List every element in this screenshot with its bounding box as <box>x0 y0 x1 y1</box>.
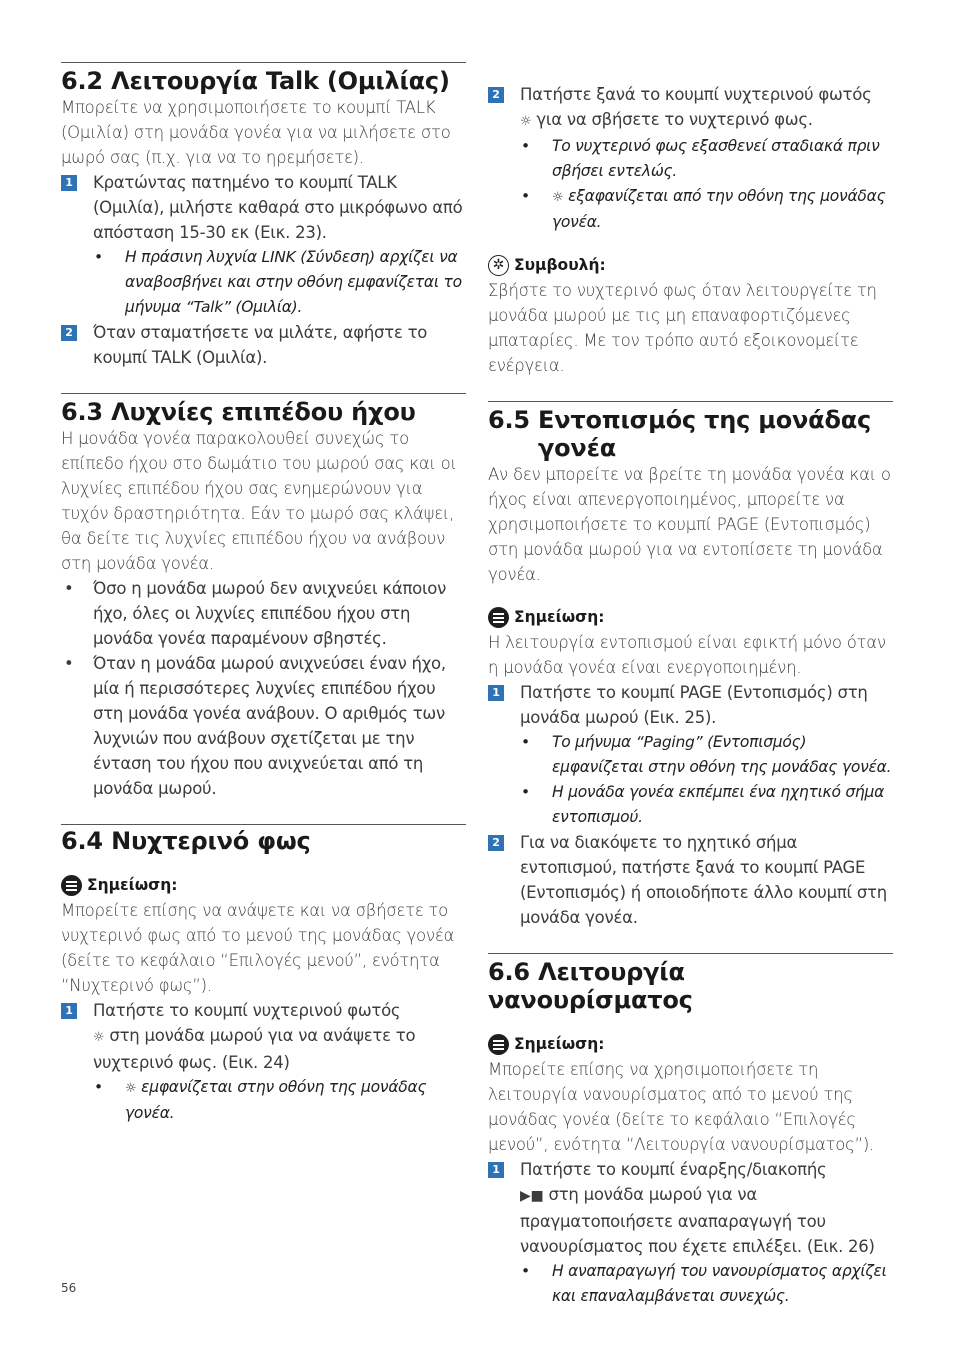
step-result <box>488 184 893 235</box>
note-label: Σημείωση: <box>514 1035 605 1053</box>
section-6-4 <box>61 824 466 1126</box>
step-text-cont: στη μονάδα μωρού για να ανάψετε το νυχτερινό φως. (Εικ. 24) <box>93 1026 416 1072</box>
section-title: 6.3 Λυχνίες επιπέδου ήχου <box>61 398 416 426</box>
section-title <box>488 402 893 462</box>
list-item <box>61 576 466 651</box>
step-2 <box>488 830 893 930</box>
step-result-text: Το νυχτερινό φως εξασθενεί σταδιακά πριν σβήσει εντελώς. <box>552 137 880 180</box>
bullet: • <box>64 579 74 598</box>
step-result <box>488 134 893 184</box>
step-result <box>488 730 893 780</box>
section-6-3 <box>61 393 466 801</box>
list-item-text: Όσο η μονάδα μωρού δεν ανιχνεύει κάποιον ήχο, όλες οι λυχνίες επιπέδου ήχου στη μονάδα γονέα παραμένουν σβηστές. <box>93 579 447 648</box>
note-heading <box>488 605 893 630</box>
tip-heading <box>488 253 893 278</box>
step-text-cont: για να σβήσετε το νυχτερινό φως. <box>536 110 813 129</box>
bullet: • <box>521 1262 530 1280</box>
step-text: Κρατώντας πατημένο το κουμπί TALK (Ομιλία), μιλήστε καθαρά στο μικρόφωνο από απόσταση 15-30 εκ (Εικ. 23). <box>93 173 463 242</box>
step-number-badge: 1 <box>488 685 504 701</box>
step-text: Όταν σταματήσετε να μιλάτε, αφήστε το κουμπί TALK (Ομιλία). <box>93 323 428 367</box>
section-title: 6.2 Λειτουργία Talk (Ομιλίας) <box>61 67 450 95</box>
step-result <box>61 245 466 320</box>
bullet: • <box>521 783 530 801</box>
tip-icon: ✲ <box>488 255 509 276</box>
page-number: 56 <box>61 1281 77 1295</box>
list-item <box>61 651 466 801</box>
note-heading <box>61 873 466 898</box>
nightlight-icon: ☼ <box>125 1081 137 1096</box>
bullet: • <box>521 733 530 751</box>
step-text: Πατήστε ξανά το κουμπί νυχτερινού φωτός <box>520 85 872 104</box>
note-text: Μπορείτε επίσης να ανάψετε και να σβήσετε το νυχτερινό φως από το μενού της μονάδας γονέα (δείτε το κεφάλαιο “Επιλογές μενού”, ενότητα “Νυχτερινό φως”). <box>61 901 455 995</box>
section-title: 6.6 Λειτουργία νανουρίσματος <box>488 958 693 1014</box>
note-text: Μπορείτε επίσης να χρησιμοποιήσετε τη λειτουργία νανουρίσματος από το μενού της μονάδας γονέα (δείτε το κεφάλαιο “Επιλογές μενού”, ενότητα “Λειτουργία νανουρίσματος”). <box>488 1060 875 1154</box>
step-text-cont: στη μονάδα μωρού για να πραγματοποιήσετε αναπαραγωγή του νανουρίσματος που έχετε επιλέξει. (Εικ. 26) <box>520 1185 875 1256</box>
step-number-badge: 1 <box>61 1003 77 1019</box>
tip-label: Συμβουλή: <box>514 256 606 274</box>
section-title: 6.4 Νυχτερινό φως <box>61 827 311 855</box>
step-result-text: εξαφανίζεται από την οθόνη της μονάδας γονέα. <box>552 187 886 231</box>
step-text: Πατήστε το κουμπί PAGE (Εντοπισμός) στη μονάδα μωρού (Εικ. 25). <box>520 683 868 727</box>
note-label: Σημείωση: <box>87 876 178 894</box>
section-6-5 <box>488 401 893 930</box>
nightlight-icon: ☼ <box>520 114 532 129</box>
step-result <box>488 780 893 830</box>
section-6-4-continued <box>488 82 893 378</box>
step-text: Πατήστε το κουμπί έναρξης/διακοπής <box>520 1160 827 1179</box>
section-title-text: Εντοπισμός της μονάδας γονέα <box>538 406 872 462</box>
step-number-badge: 1 <box>61 175 77 191</box>
section-number: 6.5 <box>488 406 530 434</box>
step-number-badge: 2 <box>61 325 77 341</box>
section-6-2 <box>61 62 466 370</box>
step-number-badge: 2 <box>488 87 504 103</box>
step-1 <box>488 1157 893 1259</box>
bullet: • <box>521 137 530 155</box>
section-intro: Η μονάδα γονέα παρακολουθεί συνεχώς το επίπεδο ήχου στο δωμάτιο του μωρού σας και οι λυχνίες επιπέδου ήχου σας ενημερώνουν για τυχόν δραστηριότητα. Εάν το μωρό σας κλάψει, θα δείτε τις λυχνίες επιπέδου ήχου να ανάβουν στη μονάδα γονέα. <box>61 429 457 573</box>
step-result-text: Η μονάδα γονέα εκπέμπει ένα ηχητικό σήμα εντοπισμού. <box>552 783 885 826</box>
step-2 <box>61 320 466 370</box>
note-heading <box>488 1032 893 1057</box>
step-text: Για να διακόψετε το ηχητικό σήμα εντοπισμού, πατήστε ξανά το κουμπί PAGE (Εντοπισμός) ή οποιοδήποτε άλλο κουμπί στη μονάδα γονέα. <box>520 833 887 927</box>
step-result <box>488 1259 893 1309</box>
step-result-text: Η πράσινη λυχνία LINK (Σύνδεση) αρχίζει να αναβοσβήνει και στην οθόνη εμφανίζεται το μήνυμα “Talk” (Ομιλία). <box>125 248 462 316</box>
step-result-text: εμφανίζεται στην οθόνη της μονάδας γονέα. <box>125 1078 427 1122</box>
nightlight-icon: ☼ <box>552 190 564 205</box>
step-2 <box>488 82 893 134</box>
tip-text: Σβήστε το νυχτερινό φως όταν λειτουργείτε τη μονάδα μωρού με τις μη επαναφορτιζόμενες μπαταρίες. Με τον τρόπο αυτό εξοικονομείτε ενέργεια. <box>488 281 877 375</box>
note-label: Σημείωση: <box>514 608 605 626</box>
step-result-text: Η αναπαραγωγή του νανουρίσματος αρχίζει και επαναλαμβάνεται συνεχώς. <box>552 1262 887 1305</box>
note-text: Η λειτουργία εντοπισμού είναι εφικτή μόνο όταν η μονάδα γονέα είναι ενεργοποιημένη. <box>488 633 886 677</box>
play-stop-icon: ▶■ <box>520 1188 544 1204</box>
step-1 <box>61 170 466 245</box>
step-1 <box>488 680 893 730</box>
step-result <box>61 1075 466 1126</box>
bullet: • <box>64 654 74 673</box>
section-intro: Αν δεν μπορείτε να βρείτε τη μονάδα γονέα και ο ήχος είναι απενεργοποιημένος, μπορείτε να χρησιμοποιήσετε το κουμπί PAGE (Εντοπισμός) στη μονάδα μωρού για να εντοπίσετε τη μονάδα γονέα. <box>488 465 891 584</box>
nightlight-icon: ☼ <box>93 1030 105 1045</box>
section-intro: Μπορείτε να χρησιμοποιήσετε το κουμπί TALK (Ομιλία) στη μονάδα γονέα για να μιλήσετε στο μωρό σας (π.χ. για να το ηρεμήσετε). <box>61 98 451 167</box>
step-number-badge: 1 <box>488 1162 504 1178</box>
right-column <box>488 82 893 1309</box>
note-icon <box>488 607 509 628</box>
bullet: • <box>94 1078 103 1096</box>
list-item-text: Όταν η μονάδα μωρού ανιχνεύσει έναν ήχο, μία ή περισσότερες λυχνίες επιπέδου ήχου στη μονάδα γονέα ανάβουν. Ο αριθμός των λυχνιών που ανάβουν σχετίζεται με την ένταση του ήχου που ανιχνεύεται από τη μονάδα μωρού. <box>93 654 446 798</box>
step-1 <box>61 998 466 1075</box>
bullet: • <box>521 187 530 205</box>
section-6-6 <box>488 953 893 1309</box>
bullet: • <box>94 248 103 266</box>
note-icon <box>61 875 82 896</box>
note-icon <box>488 1034 509 1055</box>
step-number-badge: 2 <box>488 835 504 851</box>
step-result-text: Το μήνυμα “Paging” (Εντοπισμός) εμφανίζεται στην οθόνη της μονάδας γονέα. <box>552 733 892 776</box>
step-text: Πατήστε το κουμπί νυχτερινού φωτός <box>93 1001 401 1020</box>
left-column <box>61 62 466 1126</box>
